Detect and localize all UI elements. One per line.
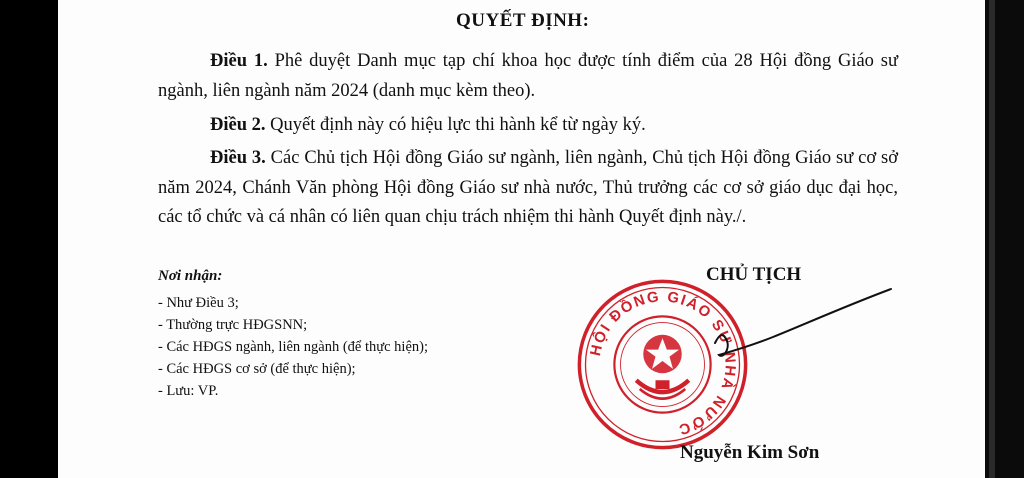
article-3-text: Các Chủ tịch Hội đồng Giáo sư ngành, liên ngành, Chủ tịch Hội đồng Giáo sư cơ sở năm 2024, Chánh Văn phòng Hội đồng Giáo sư nhà nước, Thủ trưởng các cơ sở giáo dục đại học, các tổ chức và cá nhân có liên quan chịu trách nhiệm thi hành Quyết định này./. — [158, 148, 899, 227]
handwritten-signature — [713, 283, 893, 383]
recipient-item: - Thường trực HĐGSNN; — [158, 317, 308, 333]
document-page — [58, 0, 985, 478]
article-3-label: Điều 3. — [210, 148, 266, 168]
article-2-label: Điều 2. — [210, 115, 266, 135]
left-dark-margin — [0, 0, 58, 478]
signer-title: CHỦ TỊCH — [706, 264, 802, 285]
article-1-text: Phê duyệt Danh mục tạp chí khoa học được tính điểm của 28 Hội đồng Giáo sư ngành, liên ngành năm 2024 (danh mục kèm theo). — [158, 51, 898, 101]
recipient-item: - Như Điều 3; — [158, 295, 239, 311]
article-2-text: Quyết định này có hiệu lực thi hành kể từ ngày ký. — [265, 115, 646, 135]
recipients-block — [158, 265, 428, 402]
article-3 — [158, 144, 898, 233]
scrollbar[interactable] — [989, 0, 995, 478]
recipient-item: - Lưu: VP. — [158, 383, 219, 399]
recipient-item: - Các HĐGS ngành, liên ngành (để thực hiện); — [158, 339, 428, 355]
right-dark-margin — [985, 0, 1024, 478]
decision-heading: QUYẾT ĐỊNH: — [456, 10, 590, 31]
article-1-label: Điều 1. — [210, 51, 268, 71]
emblem-star-icon — [636, 335, 689, 399]
svg-text:HỘI ĐỒNG GIÁO SƯ NHÀ NƯỚC: HỘI ĐỒNG GIÁO SƯ NHÀ NƯỚC — [587, 289, 738, 438]
signer-name: Nguyễn Kim Sơn — [680, 442, 820, 463]
recipient-item: - Các HĐGS cơ sở (để thực hiện); — [158, 361, 356, 377]
recipients-title: Nơi nhận: — [158, 268, 223, 284]
article-1 — [158, 47, 898, 106]
article-2 — [158, 111, 898, 141]
